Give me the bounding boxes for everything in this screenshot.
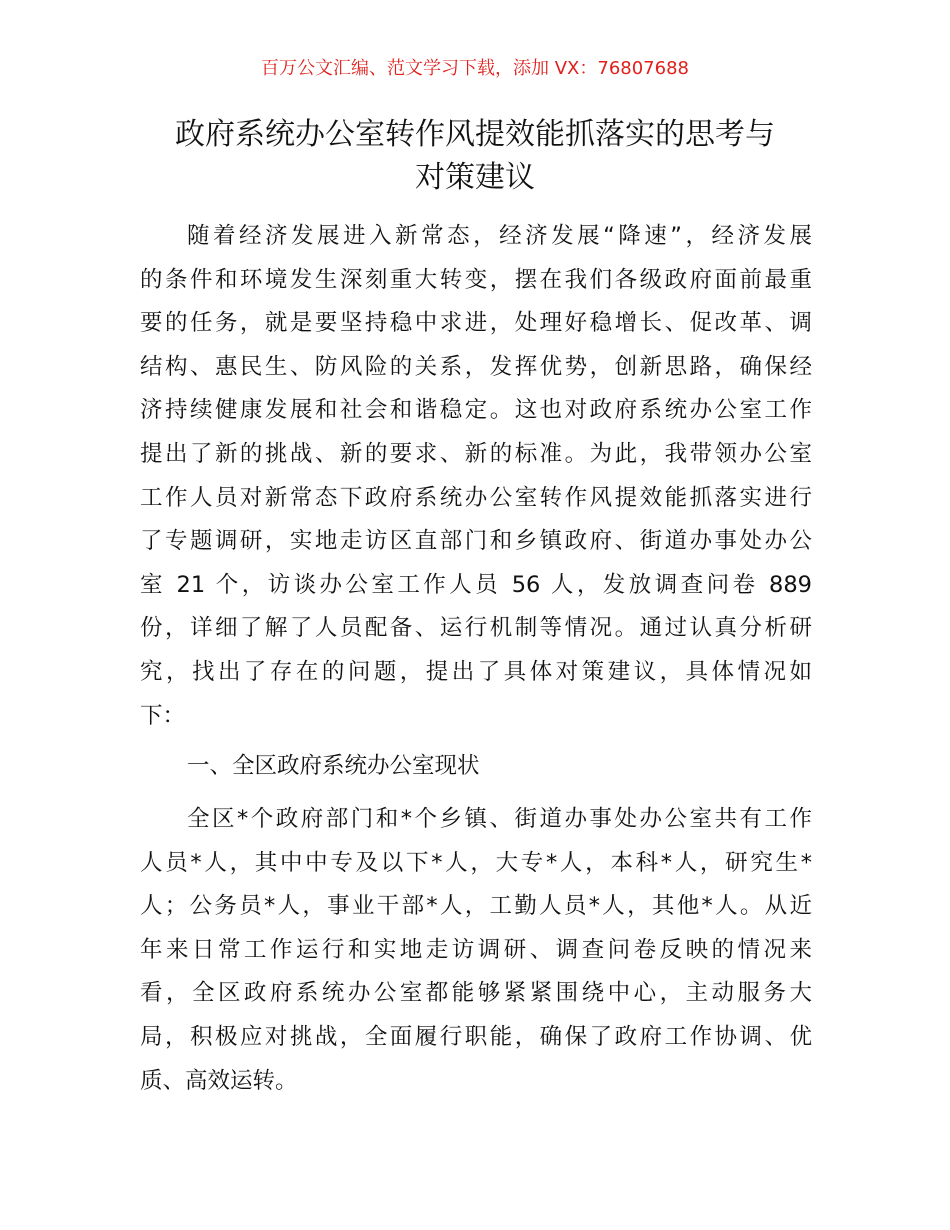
text-line: 人；公务员*人，事业干部*人，工勤人员*人，其他*人。从近 [140,893,812,920]
text-line: 全区*个政府部门和*个乡镇、街道办事处办公室共有工作 [187,806,812,832]
title-line: 对策建议 [415,160,535,195]
text-line: 要的任务，就是要坚持稳中求进，处理好稳增长、促改革、调 [140,310,812,337]
text-line: 看，全区政府系统办公室都能够紧紧围绕中心，主动服务大 [140,980,812,1007]
text-line: 工作人员对新常态下政府系统办公室转作风提效能抓落实进行 [140,484,812,511]
title-line: 政府系统办公室转作风提效能抓落实的思考与 [175,117,775,152]
text-line: 济持续健康发展和社会和谐稳定。这也对政府系统办公室工作 [140,397,812,424]
text-line: 局，积极应对挑战，全面履行职能，确保了政府工作协调、优 [140,1023,812,1050]
paragraph-status [140,798,812,1103]
section-heading [140,745,812,789]
document-title [100,113,850,199]
text-line: 人员*人，其中中专及以下*人，大专*人，本科*人，研究生* [140,849,812,876]
text-line: 质、高效运转。 [140,1067,298,1094]
text-line: 提出了新的挑战、新的要求、新的标准。为此，我带领办公室 [140,440,812,467]
text-line: 究，找出了存在的问题，提出了具体对策建议，具体情况如 [140,658,812,685]
paragraph-intro [140,215,812,738]
text-line: 随着经济发展进入新常态，经济发展“降速”，经济发展 [187,223,812,249]
text-line: 了专题调研，实地走访区直部门和乡镇政府、街道办事处办公 [140,528,812,555]
text-line: 年来日常工作运行和实地走访调研、调查问卷反映的情况来 [140,936,812,963]
text-line: 结构、惠民生、防风险的关系，发挥优势，创新思路，确保经 [140,353,812,380]
heading-text: 一、全区政府系统办公室现状 [187,753,480,779]
text-line: 的条件和环境发生深刻重大转变，摆在我们各级政府面前最重 [140,266,812,293]
text-line: 下： [140,702,186,729]
watermark-banner: 百万公文汇编、范文学习下载，添加 VX：76807688 [261,58,689,79]
text-line: 份，详细了解了人员配备、运行机制等情况。通过认真分析研 [140,615,812,642]
text-line: 室 21 个，访谈办公室工作人员 56 人，发放调查问卷 889 [140,571,812,598]
